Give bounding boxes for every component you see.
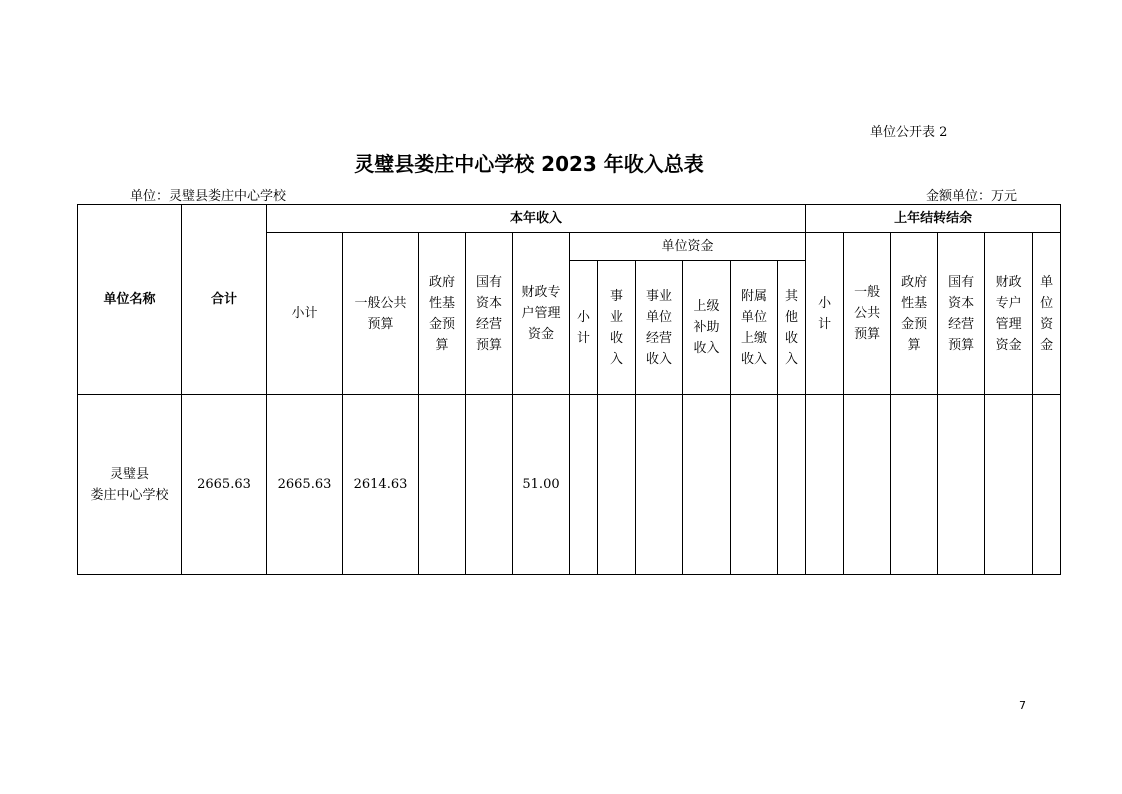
cell-prior-subtotal — [806, 395, 844, 575]
table-row — [78, 395, 1061, 575]
cell-uf-subtotal — [570, 395, 598, 575]
header-current-fiscal-special: 财政专 户管理 资金 — [513, 233, 570, 395]
cell-fiscal-special: 51.00 — [513, 395, 570, 575]
header-prior-fiscal-special: 财政 专户 管理 资金 — [985, 233, 1033, 395]
cell-uf-operating — [636, 395, 683, 575]
header-prior-general-public: 一般 公共 预算 — [844, 233, 891, 395]
cell-uf-affiliated — [731, 395, 778, 575]
amount-unit-label: 金额单位：万元 — [926, 189, 1018, 204]
header-uf-other: 其 他 收 入 — [778, 261, 806, 395]
header-uf-subtotal: 小 计 — [570, 261, 598, 395]
cell-prior-state-capital — [938, 395, 985, 575]
cell-prior-gov-fund — [891, 395, 938, 575]
header-prior-subtotal: 小 计 — [806, 233, 844, 395]
cell-prior-fiscal-special — [985, 395, 1033, 575]
header-uf-affiliated: 附属 单位 上缴 收入 — [731, 261, 778, 395]
header-uf-subsidy: 上级 补助 收入 — [683, 261, 731, 395]
header-total: 合计 — [182, 205, 267, 395]
cell-total: 2665.63 — [182, 395, 267, 575]
form-label: 单位公开表 2 — [870, 125, 948, 140]
cell-prior-unit-funds — [1033, 395, 1061, 575]
cell-state-capital — [466, 395, 513, 575]
unit-label: 单位：灵璧县娄庄中心学校 — [130, 189, 287, 204]
header-current-year: 本年收入 — [267, 205, 806, 233]
page-number: 7 — [1019, 699, 1026, 712]
header-prior-year: 上年结转结余 — [806, 205, 1061, 233]
cell-prior-general-public — [844, 395, 891, 575]
cell-general-public: 2614.63 — [343, 395, 419, 575]
header-prior-state-capital: 国有 资本 经营 预算 — [938, 233, 985, 395]
cell-subtotal: 2665.63 — [267, 395, 343, 575]
cell-gov-fund — [419, 395, 466, 575]
cell-uf-other — [778, 395, 806, 575]
header-uf-business: 事 业 收 入 — [598, 261, 636, 395]
header-current-state-capital: 国有 资本 经营 预算 — [466, 233, 513, 395]
header-current-general-public: 一般公共 预算 — [343, 233, 419, 395]
income-table — [77, 204, 1061, 575]
page-title: 灵璧县娄庄中心学校 2023 年收入总表 — [354, 152, 704, 176]
header-prior-gov-fund: 政府 性基 金预 算 — [891, 233, 938, 395]
header-uf-operating: 事业 单位 经营 收入 — [636, 261, 683, 395]
header-unit-funds: 单位资金 — [570, 233, 806, 261]
header-current-subtotal: 小计 — [267, 233, 343, 395]
header-prior-unit-funds: 单 位 资 金 — [1033, 233, 1061, 395]
header-unit-name: 单位名称 — [78, 205, 182, 395]
cell-uf-business — [598, 395, 636, 575]
cell-unit-name: 灵璧县 娄庄中心学校 — [78, 395, 182, 575]
cell-uf-subsidy — [683, 395, 731, 575]
header-current-gov-fund: 政府 性基 金预 算 — [419, 233, 466, 395]
